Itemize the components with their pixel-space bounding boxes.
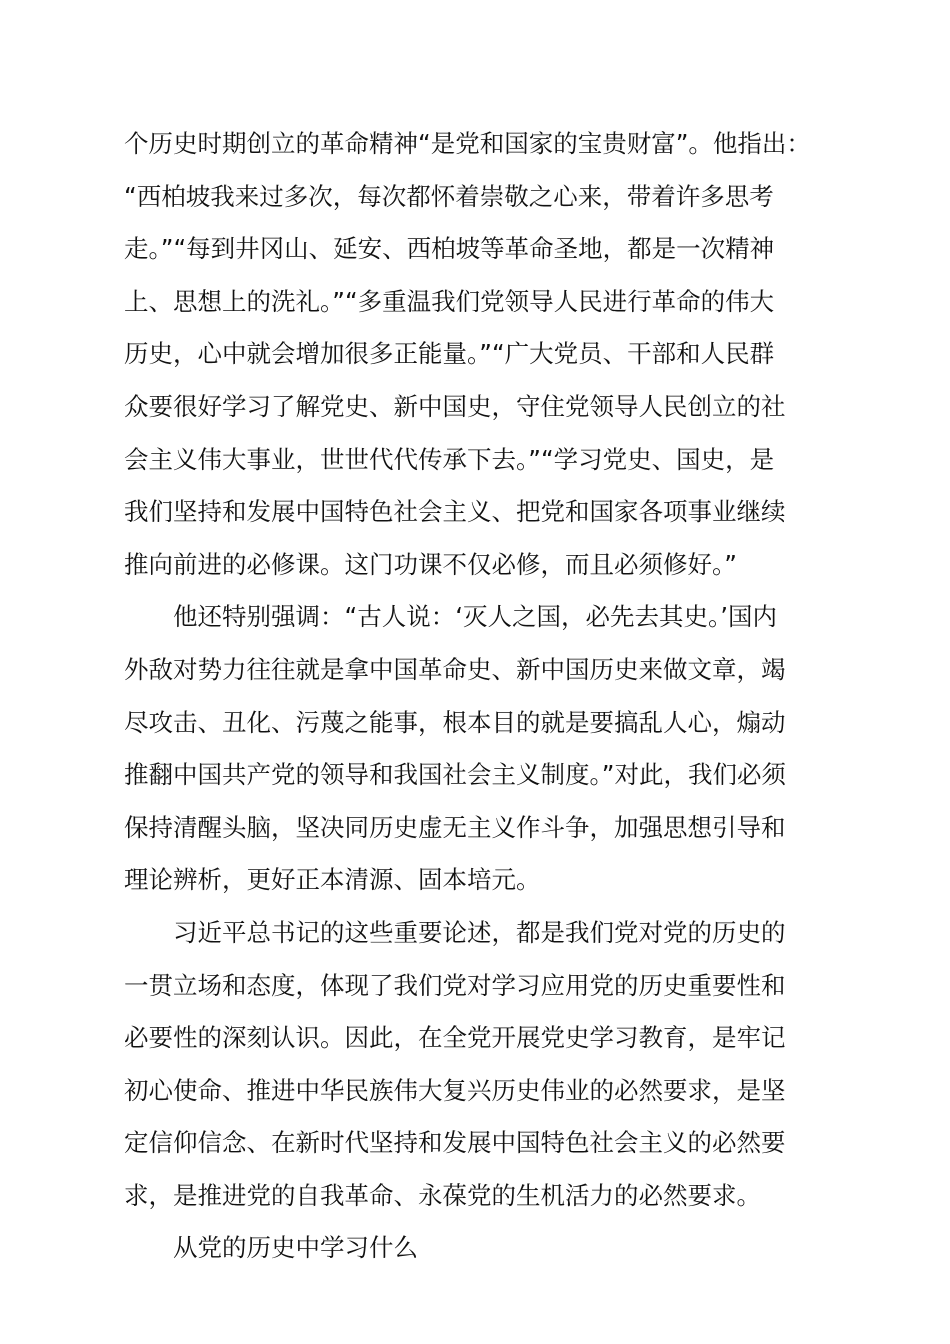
text-line: 初心使命、推进中华民族伟大复兴历史伟业的必然要求，是坚	[124, 1075, 786, 1105]
text-line: 个历史时期创立的革命精神“是党和国家的宝贵财富”。他指出：	[124, 129, 811, 158]
paragraph-start-line: 习近平总书记的这些重要论述，都是我们党对党的历史的	[173, 917, 786, 947]
text-line: 求，是推进党的自我革命、永葆党的生机活力的必然要求。	[124, 1180, 761, 1210]
text-line: 推翻中国共产党的领导和我国社会主义制度。”对此，我们必须	[124, 760, 786, 790]
body-text	[124, 118, 844, 1275]
text-line: 上、思想上的洗礼。”“多重温我们党领导人民进行革命的伟大	[124, 286, 775, 316]
text-line: 保持清醒头脑，坚决同历史虚无主义作斗争，加强思想引导和	[124, 812, 786, 842]
text-line: 尽攻击、丑化、污蔑之能事，根本目的就是要搞乱人心，煽动	[124, 707, 786, 737]
text-line: 会主义伟大事业，世世代代传承下去。”“学习党史、国史，是	[124, 444, 775, 474]
paragraph-start-line: 他还特别强调：“古人说：‘灭人之国，必先去其史。’国内	[173, 602, 778, 632]
text-line: 走。”“每到井冈山、延安、西柏坡等革命圣地，都是一次精神	[124, 234, 775, 264]
text-line: 外敌对势力往往就是拿中国革命史、新中国历史来做文章，竭	[124, 654, 786, 684]
text-line: 理论辨析，更好正本清源、固本培元。	[124, 865, 541, 895]
text-line: 必要性的深刻认识。因此，在全党开展党史学习教育，是牢记	[124, 1023, 786, 1053]
text-line: 一贯立场和态度，体现了我们党对学习应用党的历史重要性和	[124, 970, 786, 1000]
text-line: 定信仰信念、在新时代坚持和发展中国特色社会主义的必然要	[124, 1128, 786, 1158]
text-line: 众要很好学习了解党史、新中国史，守住党领导人民创立的社	[124, 391, 786, 421]
text-line: 历史，心中就会增加很多正能量。”“广大党员、干部和人民群	[124, 339, 775, 369]
section-heading: 从党的历史中学习什么	[173, 1233, 418, 1263]
text-line: 推向前进的必修课。这门功课不仅必修，而且必须修好。”	[124, 549, 737, 579]
text-line: 我们坚持和发展中国特色社会主义、把党和国家各项事业继续	[124, 497, 786, 527]
text-line: “西柏坡我来过多次，每次都怀着崇敬之心来，带着许多思考	[124, 181, 774, 211]
